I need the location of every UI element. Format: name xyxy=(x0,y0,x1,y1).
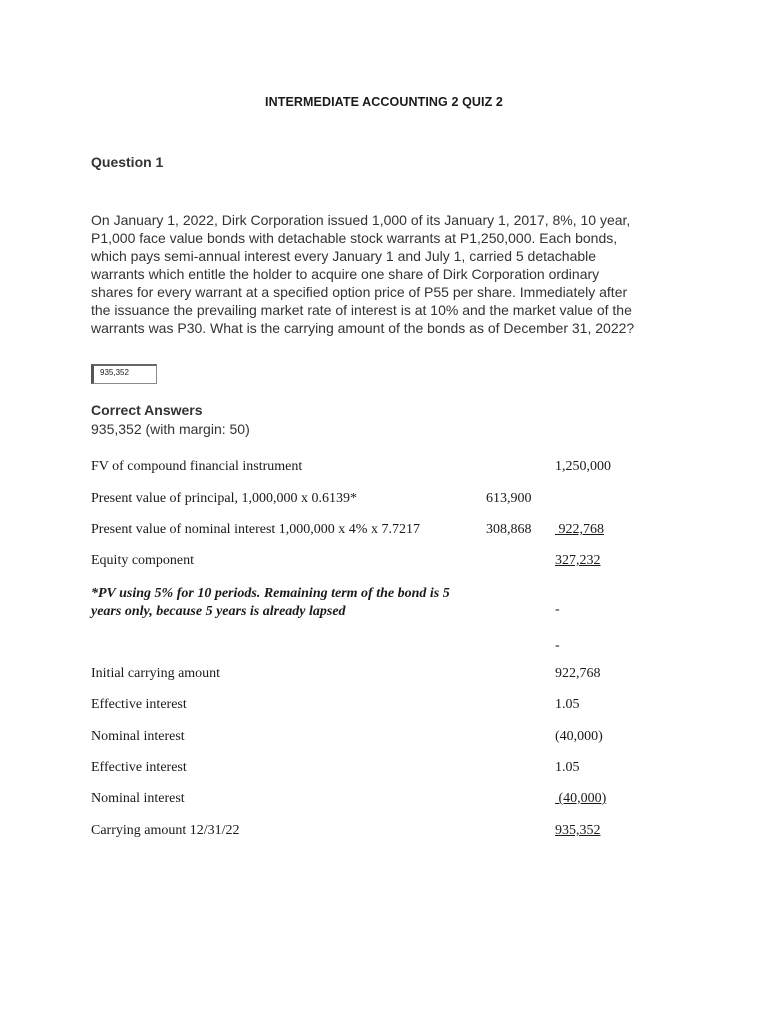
row-label: Equity component xyxy=(91,553,195,568)
solution-row-equity xyxy=(91,553,691,573)
question-line: On January 1, 2022, Dirk Corporation issued 1,000 of its January 1, 2017, 8%, 10 year, xyxy=(91,212,631,228)
row-label: FV of compound financial instrument xyxy=(91,459,303,474)
question-line: warrants which entitle the holder to acquire one share of Dirk Corporation ordinary xyxy=(91,266,600,282)
row-amount: 1,250,000 xyxy=(555,459,611,474)
row-subamount: 308,868 xyxy=(486,522,532,537)
solution-row-effective-interest xyxy=(91,697,691,717)
question-line: which pays semi-annual interest every January 1 and July 1, carried 5 detachable xyxy=(91,248,597,264)
solution-row-pv-principal xyxy=(91,491,691,511)
row-amount: (40,000) xyxy=(555,791,607,806)
row-label: Effective interest xyxy=(91,697,187,712)
note-line: years only, because 5 years is already lapsed xyxy=(91,604,346,619)
row-label: Present value of principal, 1,000,000 x 0.6139* xyxy=(91,491,357,506)
solution-row-initial-carrying xyxy=(91,666,691,686)
row-label: Carrying amount 12/31/22 xyxy=(91,823,240,838)
row-amount: 1.05 xyxy=(555,760,580,775)
row-amount: 922,768 xyxy=(555,522,604,537)
row-label: Effective interest xyxy=(91,760,187,775)
question-line: P1,000 face value bonds with detachable stock warrants at P1,250,000. Each bonds, xyxy=(91,230,618,246)
question-line: warrants was P30. What is the carrying amount of the bonds as of December 31, 2022? xyxy=(91,320,635,336)
correct-answers-heading: Correct Answers xyxy=(91,402,203,418)
solution-row-fv xyxy=(91,459,691,479)
row-amount: 1.05 xyxy=(555,697,580,712)
pv-note xyxy=(91,585,491,621)
solution-row-pv-interest xyxy=(91,522,691,542)
solution-row-nominal-interest xyxy=(91,791,691,811)
question-line: shares for every warrant at a specified option price of P55 per share. Immediately after xyxy=(91,284,628,300)
row-label: Nominal interest xyxy=(91,729,185,744)
solution-row-effective-interest xyxy=(91,760,691,780)
row-label: Present value of nominal interest 1,000,000 x 4% x 7.7217 xyxy=(91,522,420,537)
dash-mark: - xyxy=(555,602,560,617)
question-text xyxy=(91,211,681,337)
document-title: INTERMEDIATE ACCOUNTING 2 QUIZ 2 xyxy=(265,95,503,109)
row-amount: 935,352 xyxy=(555,823,601,838)
question-heading: Question 1 xyxy=(91,154,164,170)
question-line: the issuance the prevailing market rate of interest is at 10% and the market value of the xyxy=(91,302,632,318)
answer-input[interactable]: 935,352 xyxy=(91,364,157,384)
row-amount: (40,000) xyxy=(555,729,603,744)
solution-row-carrying-amount xyxy=(91,823,691,843)
row-amount: 327,232 xyxy=(555,553,601,568)
row-label: Initial carrying amount xyxy=(91,666,221,681)
note-line: *PV using 5% for 10 periods. Remaining term of the bond is 5 xyxy=(91,586,450,601)
correct-answer-value: 935,352 (with margin: 50) xyxy=(91,421,250,437)
row-subamount: 613,900 xyxy=(486,491,532,506)
dash-mark: - xyxy=(555,638,560,653)
row-amount: 922,768 xyxy=(555,666,601,681)
solution-row-nominal-interest xyxy=(91,729,691,749)
row-label: Nominal interest xyxy=(91,791,185,806)
